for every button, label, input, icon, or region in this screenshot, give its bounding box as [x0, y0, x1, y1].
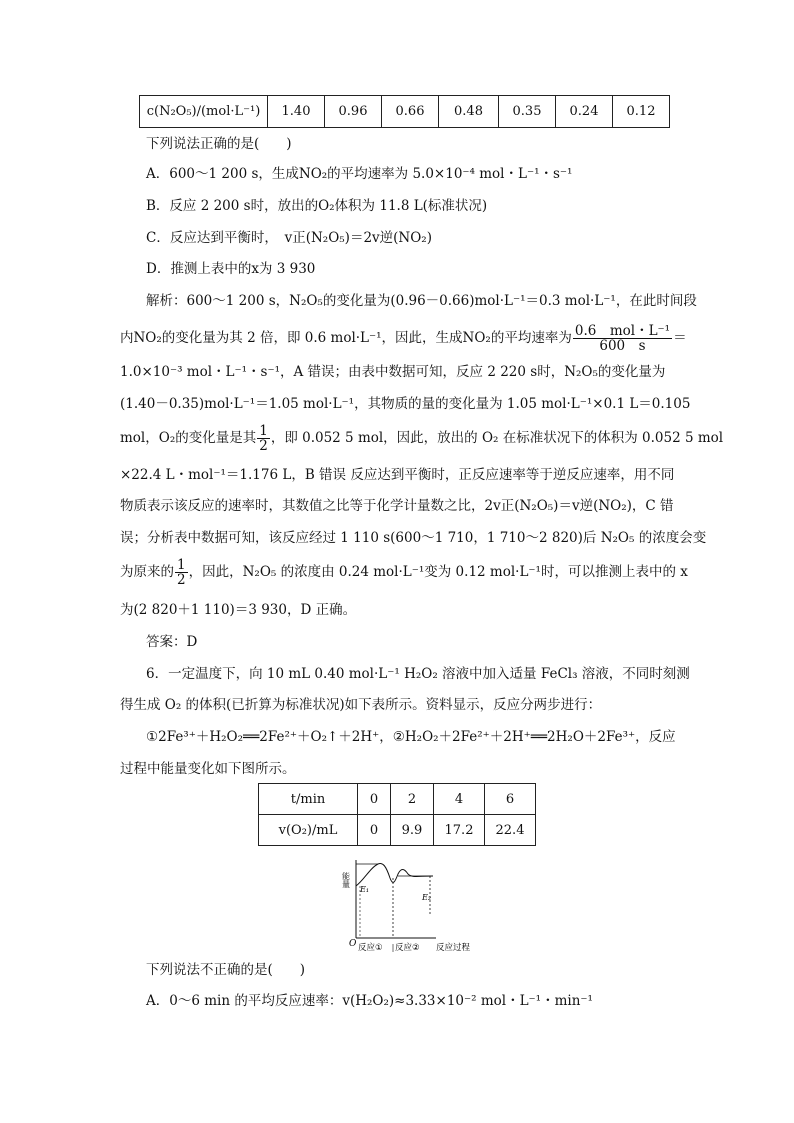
table-cell: 6	[485, 784, 536, 815]
half-fraction	[257, 424, 270, 453]
table-row	[259, 784, 536, 815]
analysis-line: ×22.4 L・mol⁻¹＝1.176 L，B 错误 反应达到平衡时，正反应速率等于逆反应速率，用不同	[120, 467, 675, 483]
table-cell: 17.2	[434, 815, 485, 846]
analysis-line: 为(2 820＋1 110)＝3 930，D 正确。	[120, 602, 357, 618]
answer: 答案：D	[146, 634, 198, 650]
reaction-equations: ①2Fe³⁺＋H₂O₂══2Fe²⁺＋O₂↑＋2H⁺，②H₂O₂＋2Fe²⁺＋2H⁺══2H₂O＋2Fe³⁺，反应	[146, 729, 676, 745]
table-cell: 0.12	[613, 96, 670, 128]
option-a: A．0～6 min 的平均反应速率：v(H₂O₂)≈3.33×10⁻² mol・L⁻¹・min⁻¹	[146, 993, 593, 1009]
e2-label: E₂	[422, 893, 432, 902]
table-header-cell: v(O₂)/mL	[259, 815, 358, 846]
analysis-line: 解析：600～1 200 s，N₂O₅的变化量为(0.96－0.66)mol·L⁻¹＝0.3 mol·L⁻¹，在此时间段	[146, 293, 697, 309]
table-cell: 0.48	[439, 96, 499, 128]
table-cell: 0.66	[382, 96, 439, 128]
option-c: C．反应达到平衡时， v正(N₂O₅)＝2v逆(NO₂)	[146, 230, 432, 246]
question-6-stem: 过程中能量变化如下图所示。	[120, 761, 296, 777]
analysis-line	[120, 324, 687, 353]
x-label-step2: 反应②	[395, 943, 420, 953]
energy-curve	[356, 864, 433, 886]
question-6-stem: 得生成 O₂ 的体积(已折算为标准状况)如下表所示。资料显示，反应分两步进行：	[120, 697, 602, 713]
option-a: A．600～1 200 s，生成NO₂的平均速率为 5.0×10⁻⁴ mol・L⁻¹・s⁻¹	[146, 166, 573, 182]
analysis-line: 1.0×10⁻³ mol・L⁻¹・s⁻¹，A 错误；由表中数据可知，反应 2 220 s时，N₂O₅的变化量为	[120, 364, 666, 380]
table-header-cell: t/min	[259, 784, 358, 815]
fraction-numerator: 1	[177, 557, 186, 573]
y-axis-label: 能量	[341, 872, 351, 888]
analysis-text: ，因此，N₂O₅ 的浓度由 0.24 mol·L⁻¹变为 0.12 mol·L⁻¹时，可以推测上表中的 x	[188, 564, 688, 580]
table-cell: 1.40	[268, 96, 325, 128]
table-row	[140, 96, 670, 128]
x-axis-label: 反应过程	[436, 943, 471, 953]
option-d: D．推测上表中的x为 3 930	[146, 261, 316, 277]
table-cell: 0.35	[499, 96, 556, 128]
oxygen-volume-table	[258, 783, 536, 846]
table-cell: 9.9	[391, 815, 434, 846]
analysis-text: ＝	[673, 330, 687, 346]
table-cell: 0	[358, 815, 391, 846]
half-fraction	[175, 558, 188, 587]
analysis-text: 内NO₂的变化量为其 2 倍，即 0.6 mol·L⁻¹，因此，生成NO₂的平均速率为	[120, 330, 572, 346]
origin-label: O	[349, 939, 357, 949]
energy-diagram	[338, 856, 483, 954]
table-cell: 0.96	[325, 96, 382, 128]
e1-label: E₁	[360, 885, 370, 894]
fraction-numerator: 1	[259, 423, 268, 439]
analysis-line: 物质表示该反应的速率时，其数值之比等于化学计量数之比，2v正(N₂O₅)＝v逆(NO₂)，C 错	[120, 498, 674, 514]
table-cell: 2	[391, 784, 434, 815]
table-cell: 0	[358, 784, 391, 815]
question-6-stem: 6．一定温度下，向 10 mL 0.40 mol·L⁻¹ H₂O₂ 溶液中加入适量 FeCl₃ 溶液，不同时刻测	[146, 666, 690, 682]
x-label-step1: 反应①	[358, 943, 383, 953]
question-prompt: 下列说法不正确的是( )	[146, 962, 306, 978]
question-prompt: 下列说法正确的是( )	[146, 136, 292, 152]
table-cell: 0.24	[556, 96, 613, 128]
table-cell: 22.4	[485, 815, 536, 846]
analysis-text: 为原来的	[120, 564, 174, 580]
fraction-numerator: 0.6 mol・L⁻¹	[574, 323, 671, 339]
concentration-table	[139, 95, 670, 128]
fraction-denominator: 2	[259, 438, 268, 454]
analysis-line	[120, 558, 688, 587]
analysis-line	[120, 424, 723, 453]
table-row	[259, 815, 536, 846]
rate-fraction	[573, 324, 672, 353]
analysis-line: (1.40－0.35)mol·L⁻¹＝1.05 mol·L⁻¹，其物质的量的变化量为 1.05 mol·L⁻¹×0.1 L＝0.105	[120, 396, 691, 412]
analysis-text: mol，O₂的变化量是其	[120, 430, 257, 446]
table-cell: 4	[434, 784, 485, 815]
fraction-denominator: 600 s	[599, 338, 646, 354]
table-header-cell: c(N₂O₅)/(mol·L⁻¹)	[140, 96, 268, 128]
analysis-text: ，即 0.052 5 mol，因此，放出的 O₂ 在标准状况下的体积为 0.052 5 mol	[270, 430, 724, 446]
option-b: B．反应 2 200 s时，放出的O₂体积为 11.8 L(标准状况)	[146, 198, 488, 214]
fraction-denominator: 2	[177, 572, 186, 588]
analysis-line: 误；分析表中数据可知，该反应经过 1 110 s(600～1 710，1 710～2 820)后 N₂O₅ 的浓度会变	[120, 530, 707, 546]
